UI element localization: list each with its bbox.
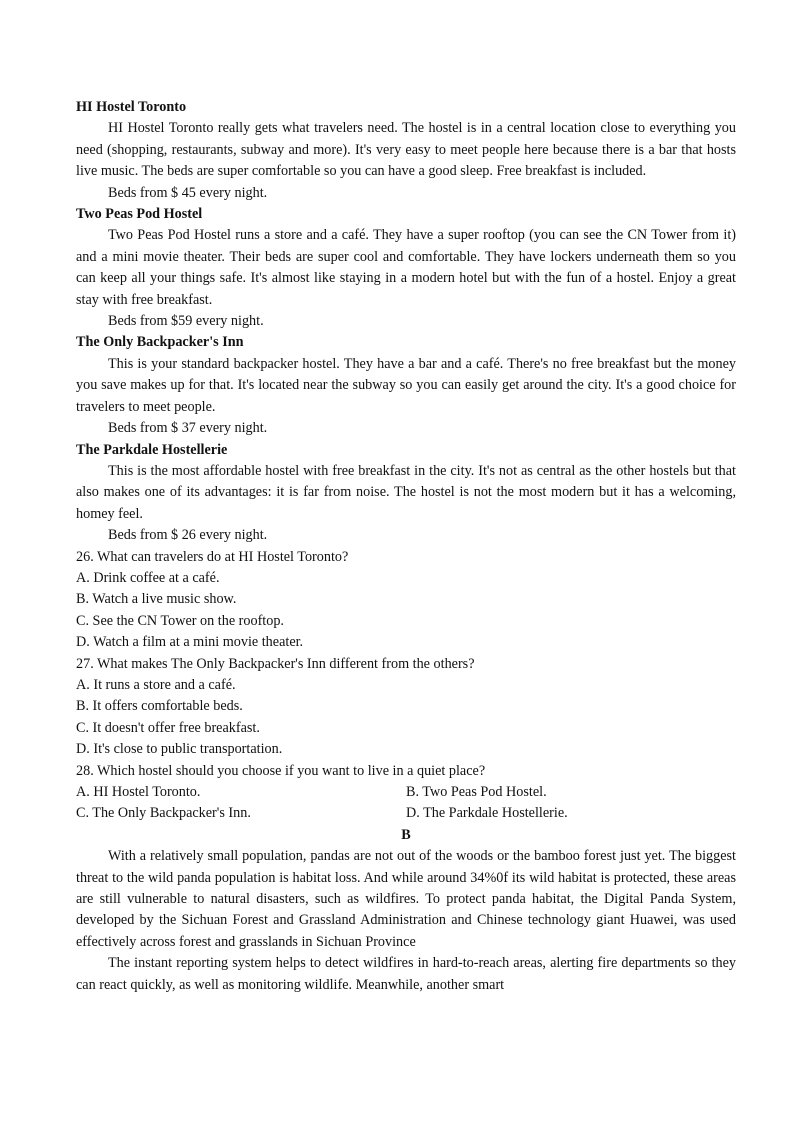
hostel-description: HI Hostel Toronto really gets what travelers need. The hostel is in a central location close to everything you need (shopping, restaurants, subway and more). It's very easy to meet people here because there is a bar that hosts live music. The beds are super comfortable so you can have a good sleep. Free breakfast is included. xyxy=(76,120,736,180)
answer-option-d: D. The Parkdale Hostellerie. xyxy=(406,805,568,822)
hostel-name: HI Hostel Toronto xyxy=(76,99,187,115)
answer-option-a: A. It runs a store and a café. xyxy=(76,676,236,693)
document-page xyxy=(76,97,736,996)
section-heading: B xyxy=(401,826,411,843)
passage-paragraph: With a relatively small population, pandas are not out of the woods or the bamboo forest just yet. The biggest threat to the wild panda population is habitat loss. And while around 34%0f its wild habitat is protected, these areas are still vulnerable to natural disasters, such as wildfires. To protect panda habitat, the Digital Panda System, developed by the Sichuan Forest and Grassland Administration and Chinese technology giant Huawei, was used effectively across forest and grasslands in Sichuan Province xyxy=(76,848,736,950)
hostel-name: The Parkdale Hostellerie xyxy=(76,441,228,458)
answer-option-a: A. Drink coffee at a café. xyxy=(76,569,220,586)
answer-option-c: C. The Only Backpacker's Inn. xyxy=(76,805,251,822)
answer-option-b: B. Two Peas Pod Hostel. xyxy=(406,784,547,800)
question-stem: 26. What can travelers do at HI Hostel Toronto? xyxy=(76,548,349,565)
answer-option-d: D. Watch a film at a mini movie theater. xyxy=(76,634,304,651)
hostel-listing-parkdale xyxy=(76,440,736,547)
question-26 xyxy=(76,547,736,654)
answer-option-row xyxy=(76,782,736,803)
answer-option-d: D. It's close to public transportation. xyxy=(76,741,283,758)
hostel-description: Two Peas Pod Hostel runs a store and a café. They have a super rooftop (you can see the CN Tower from it) and a mini movie theater. Their beds are super cool and comfortable. They have lockers underneath them so you can keep all your things safe. It's almost like staying in a modern hotel but with the fun of a hostel. Enjoy a great stay with free breakfast. xyxy=(76,227,736,308)
hostel-price: Beds from $59 every night. xyxy=(108,313,264,330)
answer-option-a: A. HI Hostel Toronto. xyxy=(76,784,201,800)
answer-option-c: C. See the CN Tower on the rooftop. xyxy=(76,612,284,629)
answer-option-b: B. Watch a live music show. xyxy=(76,591,237,608)
hostel-description: This is your standard backpacker hostel. They have a bar and a café. There's no free breakfast but the money you save makes up for that. It's located near the subway so you can easily get around the city. It's a good choice for travelers to meet people. xyxy=(76,355,736,415)
hostel-listing-two-peas-pod xyxy=(76,204,736,332)
question-stem: 28. Which hostel should you choose if you want to live in a quiet place? xyxy=(76,762,486,779)
question-28 xyxy=(76,761,736,825)
question-27 xyxy=(76,654,736,761)
hostel-price: Beds from $ 45 every night. xyxy=(108,184,268,201)
hostel-description: This is the most affordable hostel with free breakfast in the city. It's not as central as the other hostels but that also makes one of its advantages: it is far from noise. The hostel is not the most modern but it has a welcoming, homey feel. xyxy=(76,462,736,522)
hostel-price: Beds from $ 26 every night. xyxy=(108,527,268,544)
hostel-price: Beds from $ 37 every night. xyxy=(108,420,268,437)
hostel-listing-only-backpackers xyxy=(76,332,736,439)
reading-section-b xyxy=(76,825,736,996)
hostel-name: The Only Backpacker's Inn xyxy=(76,334,244,351)
answer-option-row xyxy=(76,803,736,824)
answer-option-c: C. It doesn't offer free breakfast. xyxy=(76,719,260,736)
passage-paragraph: The instant reporting system helps to detect wildfires in hard-to-reach areas, alerting fire departments so they can react quickly, as well as monitoring wildlife. Meanwhile, another smart xyxy=(76,955,736,993)
hostel-listing-hi-toronto xyxy=(76,97,736,204)
hostel-name: Two Peas Pod Hostel xyxy=(76,206,203,223)
answer-option-b: B. It offers comfortable beds. xyxy=(76,698,243,715)
question-stem: 27. What makes The Only Backpacker's Inn different from the others? xyxy=(76,655,475,672)
